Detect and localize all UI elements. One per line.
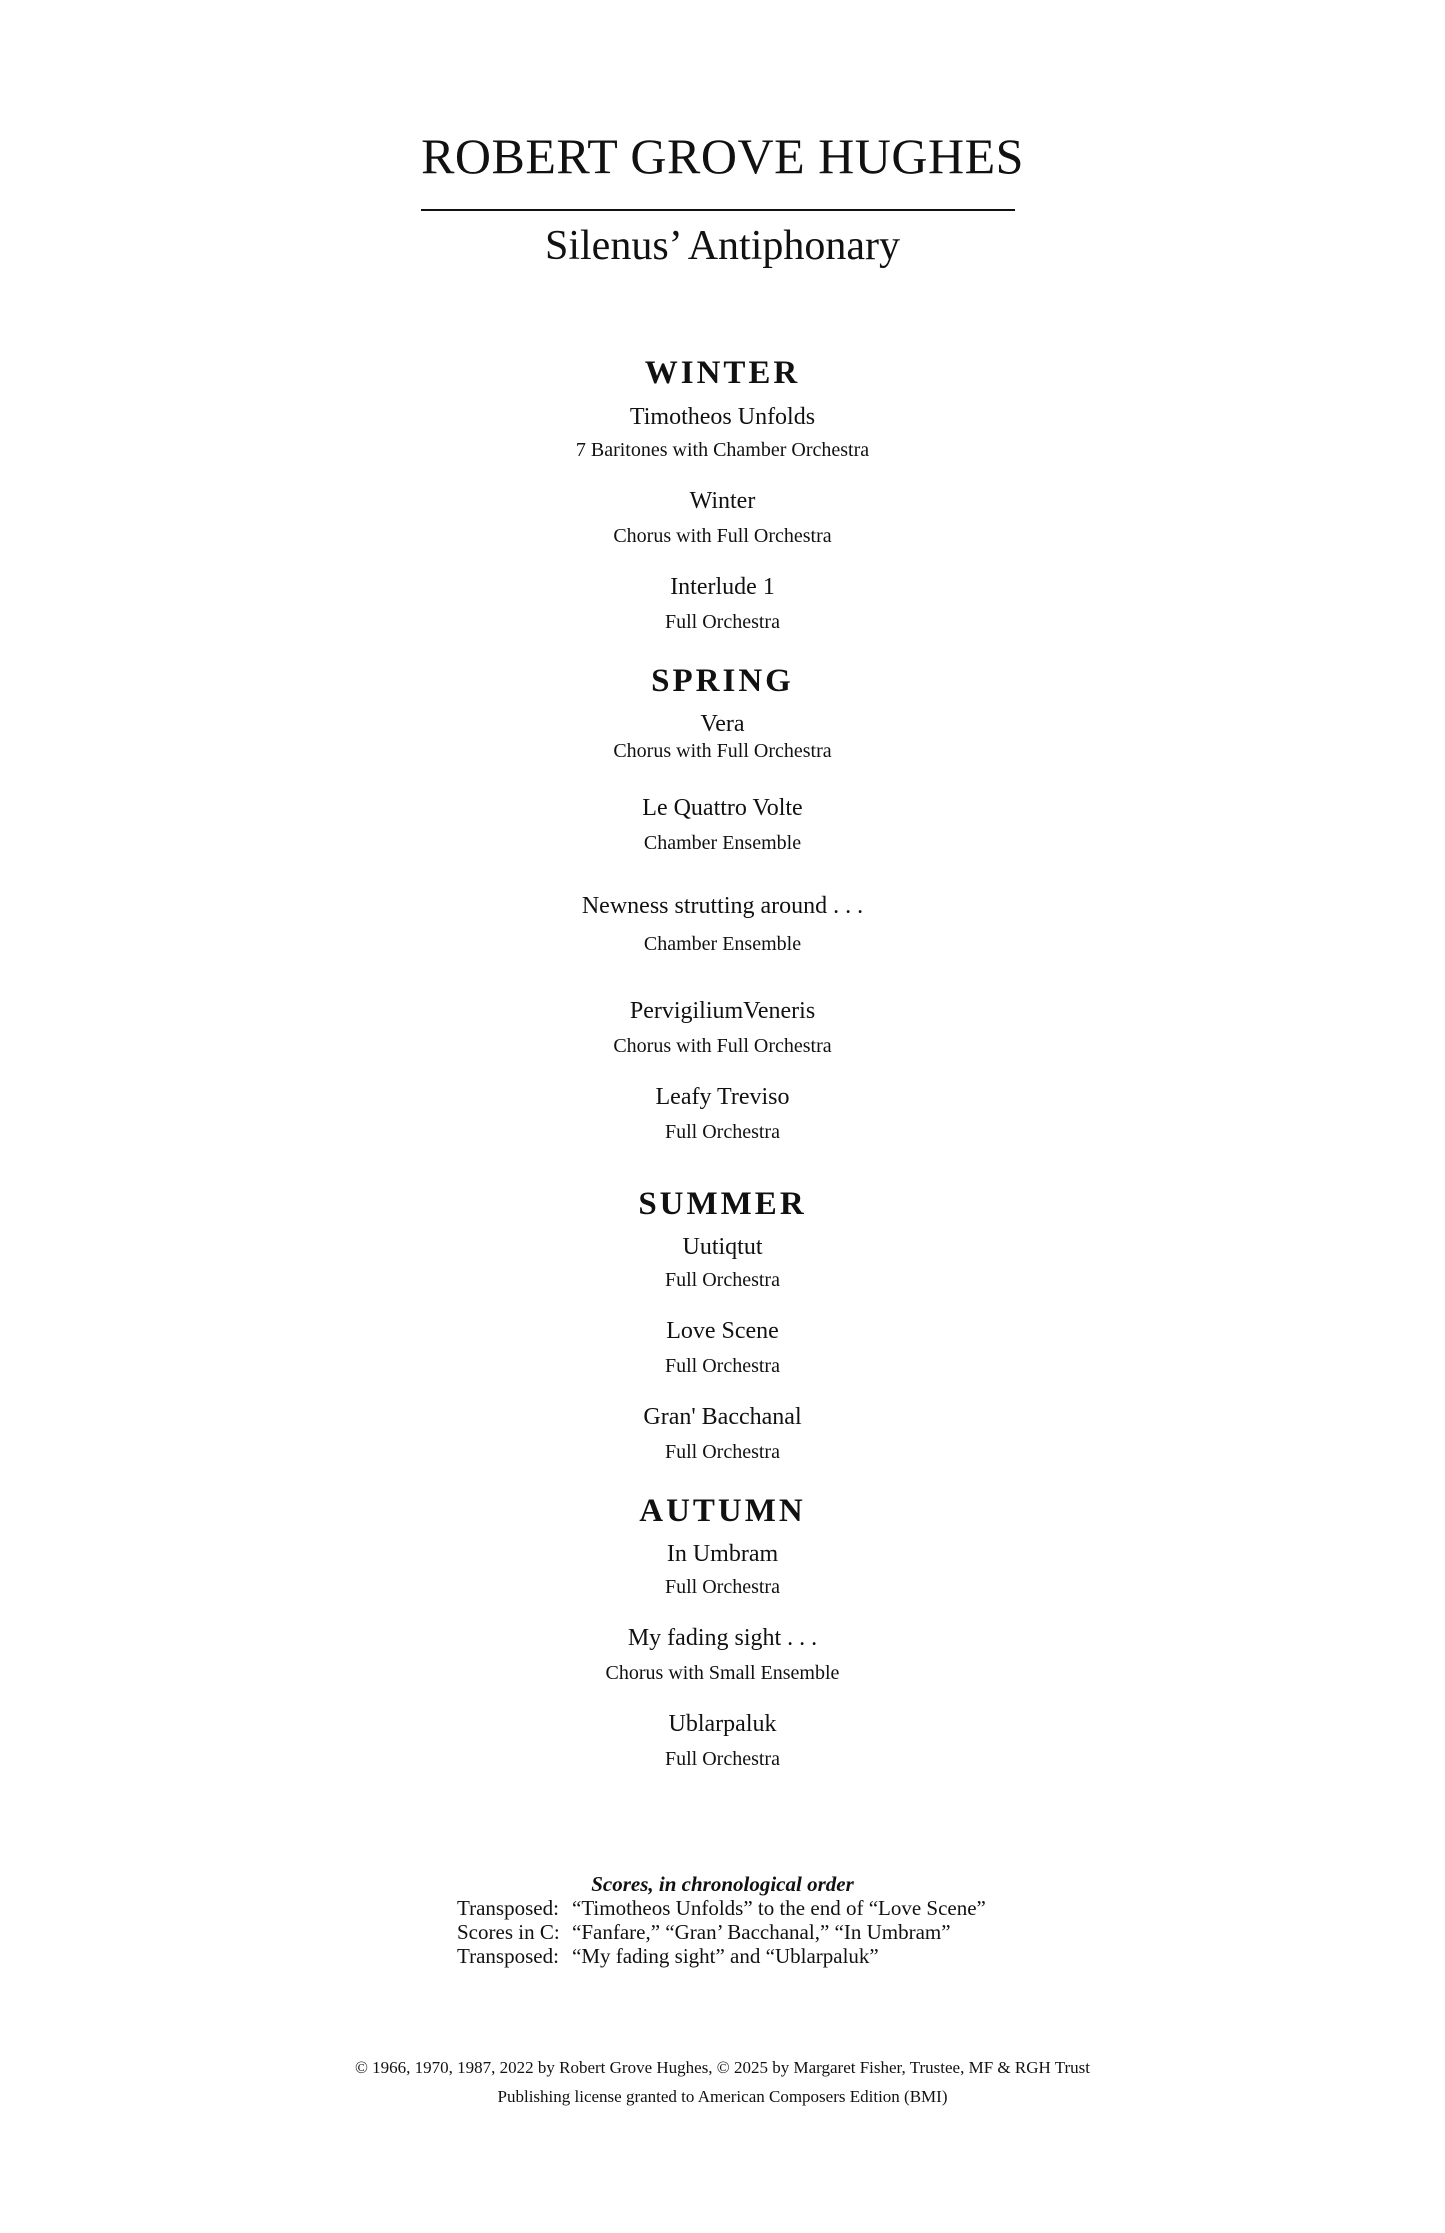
license-notice: Publishing license granted to American Composers Edition (BMI) — [497, 2087, 948, 2106]
piece-title: My fading sight . . . — [627, 1625, 818, 1651]
piece-forces: Full Orchestra — [665, 1441, 780, 1463]
piece-forces: Chamber Ensemble — [643, 832, 802, 854]
copyright-notice: © 1966, 1970, 1987, 2022 by Robert Grove Hughes, © 2025 by Margaret Fisher, Trustee, MF & RGH Trust — [354, 2058, 1091, 2077]
piece-title: PervigiliumVeneris — [629, 998, 816, 1024]
score-row-text: “Timotheos Unfolds” to the end of “Love Scene” — [572, 1896, 986, 1920]
piece-title: Timotheos Unfolds — [629, 404, 816, 430]
season-heading-autumn: AUTUMN — [639, 1493, 806, 1529]
scores-heading: Scores, in chronological order — [591, 1872, 854, 1896]
piece-title: Uutiqtut — [682, 1234, 763, 1260]
piece-forces: 7 Baritones with Chamber Orchestra — [575, 439, 870, 461]
score-row — [457, 1946, 879, 1967]
composer-name: ROBERT GROVE HUGHES — [421, 128, 1024, 184]
score-row-label: Scores in C: — [457, 1920, 560, 1944]
piece-forces: Chamber Ensemble — [643, 933, 802, 955]
piece-forces: Chorus with Full Orchestra — [613, 1035, 832, 1057]
piece-forces: Full Orchestra — [665, 1748, 780, 1770]
piece-forces: Full Orchestra — [665, 1355, 780, 1377]
score-row-label: Transposed: — [457, 1896, 559, 1920]
season-heading-winter: WINTER — [644, 355, 801, 391]
piece-title: In Umbram — [666, 1541, 779, 1567]
piece-forces: Chorus with Small Ensemble — [605, 1662, 840, 1684]
score-row-text: “My fading sight” and “Ublarpaluk” — [572, 1944, 879, 1968]
piece-title: Leafy Treviso — [655, 1084, 790, 1110]
season-heading-spring: SPRING — [651, 663, 794, 699]
piece-forces: Chorus with Full Orchestra — [613, 525, 832, 547]
season-heading-summer: SUMMER — [638, 1186, 807, 1222]
piece-title: Gran' Bacchanal — [643, 1404, 802, 1430]
piece-title: Le Quattro Volte — [642, 795, 803, 821]
piece-title: Ublarpaluk — [668, 1711, 777, 1737]
piece-forces: Full Orchestra — [665, 1576, 780, 1598]
piece-title: Love Scene — [666, 1318, 779, 1344]
work-title: Silenus’ Antiphonary — [544, 223, 901, 269]
piece-title: Vera — [700, 711, 745, 737]
score-row-text: “Fanfare,” “Gran’ Bacchanal,” “In Umbram” — [572, 1920, 951, 1944]
title-divider — [421, 209, 1015, 211]
score-row — [457, 1898, 986, 1919]
piece-forces: Full Orchestra — [665, 611, 780, 633]
score-row — [457, 1922, 951, 1943]
score-row-label: Transposed: — [457, 1944, 559, 1968]
piece-title: Interlude 1 — [670, 574, 775, 600]
piece-forces: Full Orchestra — [665, 1121, 780, 1143]
piece-forces: Chorus with Full Orchestra — [613, 740, 832, 762]
piece-title: Newness strutting around . . . — [581, 893, 864, 919]
piece-title: Winter — [689, 488, 756, 514]
piece-forces: Full Orchestra — [665, 1269, 780, 1291]
